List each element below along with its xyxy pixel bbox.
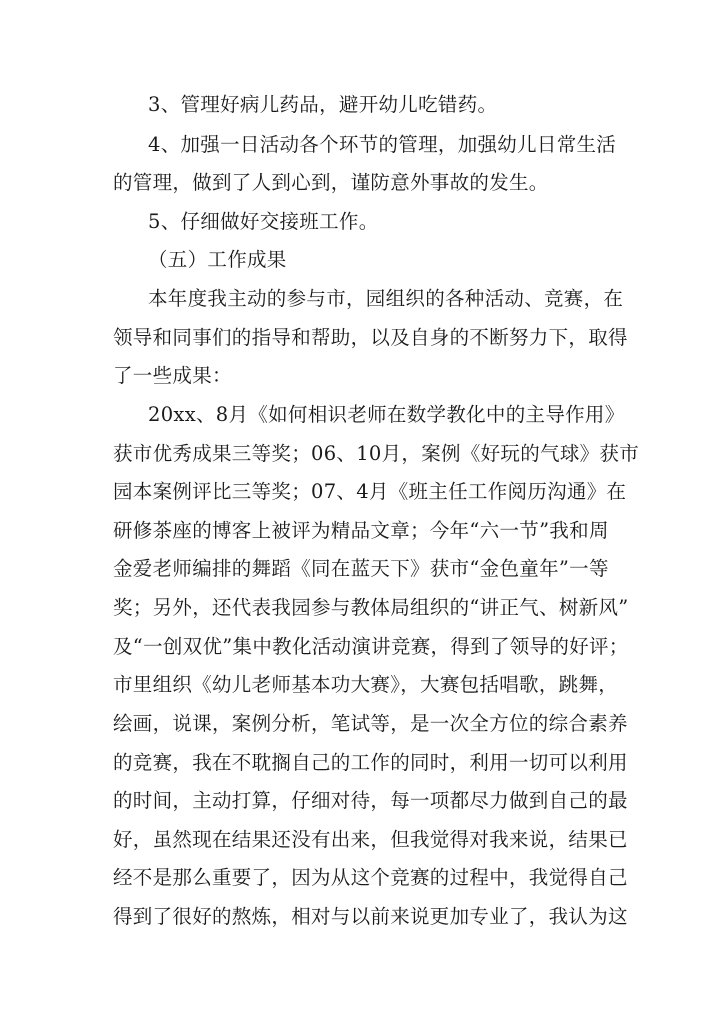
paragraph-text-line: 经不是那么重要了，因为从这个竞赛的过程中，我觉得自己 [113,866,628,889]
paragraph-item-4: 4、加强一日活动各个环节的管理，加强幼儿日常生活 [148,133,617,156]
paragraph-text-line: 的时间，主动打算，仔细对待，每一项都尽力做到自己的最 [113,789,628,812]
paragraph-item-3: 3、管理好病儿药品，避开幼儿吃错药。 [148,93,498,116]
paragraph-text-line: 20xx、8月《如何相识老师在数学教化中的主导作用》 [148,403,625,426]
paragraph-text-line: 绘画，说课，案例分析，笔试等，是一次全方位的综合素养 [113,712,628,735]
paragraph-text-line: 奖；另外，还代表我园参与教体局组织的“讲正气、树新风” [113,596,629,619]
paragraph-text-line: 好，虽然现在结果还没有出来，但我觉得对我来说，结果已 [113,828,628,851]
paragraph-text-line: 获市优秀成果三等奖；06、10月，案例《好玩的气球》获市 [113,442,640,465]
paragraph-text-line: 及“一创双优”集中教化活动演讲竞赛，得到了领导的好评； [113,635,629,658]
section-heading: （五）工作成果 [148,248,287,271]
paragraph-text-line: 研修茶座的博客上被评为精品文章；今年“六一节”我和周 [113,519,609,542]
paragraph-text-line: 园本案例评比三等奖；07、4月《班主任工作阅历沟通》在 [113,480,627,503]
paragraph-text-line: 的竞赛，我在不耽搁自己的工作的同时，利用一切可以利用 [113,751,628,774]
paragraph-text-line: 领导和同事们的指导和帮助，以及自身的不断努力下，取得 [113,326,628,349]
paragraph-text-line: 了一些成果： [113,364,232,387]
paragraph-item-5: 5、仔细做好交接班工作。 [148,210,379,233]
paragraph-text-line: 得到了很好的熬炼，相对与以前来说更加专业了，我认为这 [113,905,628,928]
paragraph-text-line: 金爱老师编排的舞蹈《同在蓝天下》获市“金色童年”一等 [113,557,609,580]
paragraph-text-line: 市里组织《幼儿老师基本功大赛》，大赛包括唱歌，跳舞， [113,673,619,696]
paragraph-text-line: 本年度我主动的参与市，园组织的各种活动、竞赛，在 [148,287,624,310]
paragraph-text-line: 的管理，做到了人到心到，谨防意外事故的发生。 [113,171,549,194]
